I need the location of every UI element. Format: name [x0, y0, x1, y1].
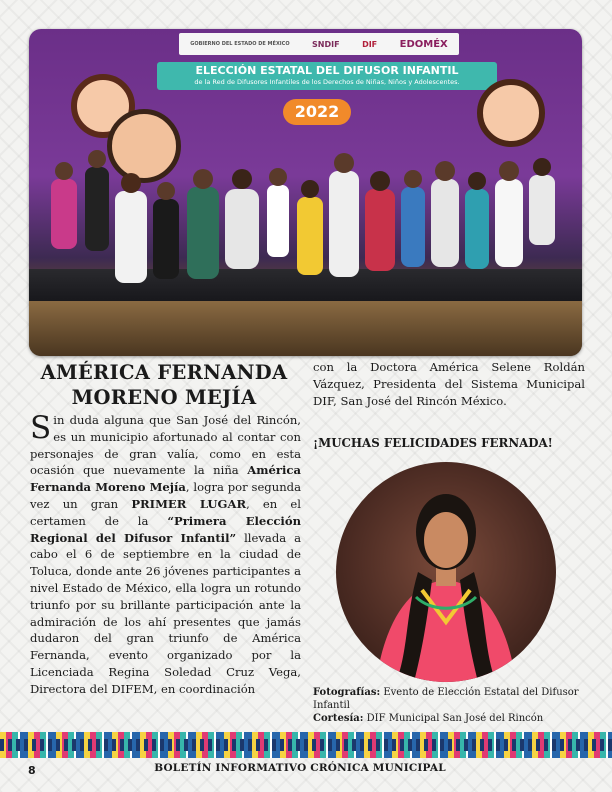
decorative-border-band [0, 732, 612, 758]
participant-figures [51, 150, 555, 283]
footer-title: BOLETÍN INFORMATIVO CRÓNICA MUNICIPAL [154, 762, 446, 774]
article-headline [30, 360, 298, 410]
page-number: 8 [28, 764, 36, 777]
logo-edomex: EDOMÉX [399, 38, 448, 50]
caption-text-credit: DIF Municipal San José del Rincón [363, 713, 544, 724]
paragraph-text: , en el certamen de la [30, 496, 301, 528]
photo-caption [313, 686, 585, 725]
paragraph-text: , logra por segunda vez un gran [30, 480, 301, 511]
headline-line-1: AMÉRICA FERNANDA [40, 361, 288, 384]
logo-sndif: SNDIF [312, 39, 340, 49]
banner-year: 2022 [283, 99, 351, 125]
portrait-figure [336, 462, 556, 682]
congratulations-heading: ¡MUCHAS FELICIDADES FERNADA! [313, 436, 553, 450]
caption-label-credit: Cortesía: [313, 713, 364, 724]
caption-photos-line [313, 686, 585, 712]
article-body-left [30, 412, 301, 698]
paragraph-text: in duda alguna que San José del Rincón, es un municipio afortunado al contar con personajes de gran valía, como en esta ocasión que nuevamente la niña [30, 413, 301, 478]
logo-gobierno: GOBIERNO DEL ESTADO DE MÉXICO [190, 41, 290, 47]
winner-portrait-photo [336, 462, 556, 682]
caption-text-photos: Evento de Elección Estatal del Difusor Infantil [313, 687, 579, 711]
event-group-photo [29, 29, 582, 356]
caption-credit-line [313, 712, 585, 725]
drop-cap: S [30, 410, 52, 446]
headline-line-2: MORENO MEJÍA [71, 386, 257, 409]
banner-title: ELECCIÓN ESTATAL DEL DIFUSOR INFANTIL [195, 64, 459, 77]
event-name: “Primera Elección Regional del Difusor Infantil” [30, 513, 301, 545]
logo-dif: DIF [362, 39, 378, 49]
participants-group [29, 29, 582, 356]
prize-text: PRIMER LUGAR [131, 496, 247, 511]
caption-label-photos: Fotografías: [313, 687, 381, 698]
winner-name: América Fernanda Moreno Mejía [30, 463, 301, 495]
banner-subtitle: de la Red de Difusores Infantiles de los Derechos de Niñas, Niños y Adolescentes. [194, 78, 460, 86]
article-body-right: con la Doctora América Selene Roldán Vázquez, Presidenta del Sistema Municipal DIF, San José del Rincón México. [313, 360, 585, 408]
paragraph-text: llevada a cabo el 6 de septiembre en la ciudad de Toluca, donde ante 26 jóvenes participantes a nivel Estado de México, ella logra un rotundo triunfo por su brillante participación ante la admiración de los ahí presentes que jamás dudaron del gran triunfo de América Fernanda, evento organizado por la Licenciada Regina Soledad Cruz Vega, Directora del DIFEM, en coordinación [30, 530, 301, 696]
